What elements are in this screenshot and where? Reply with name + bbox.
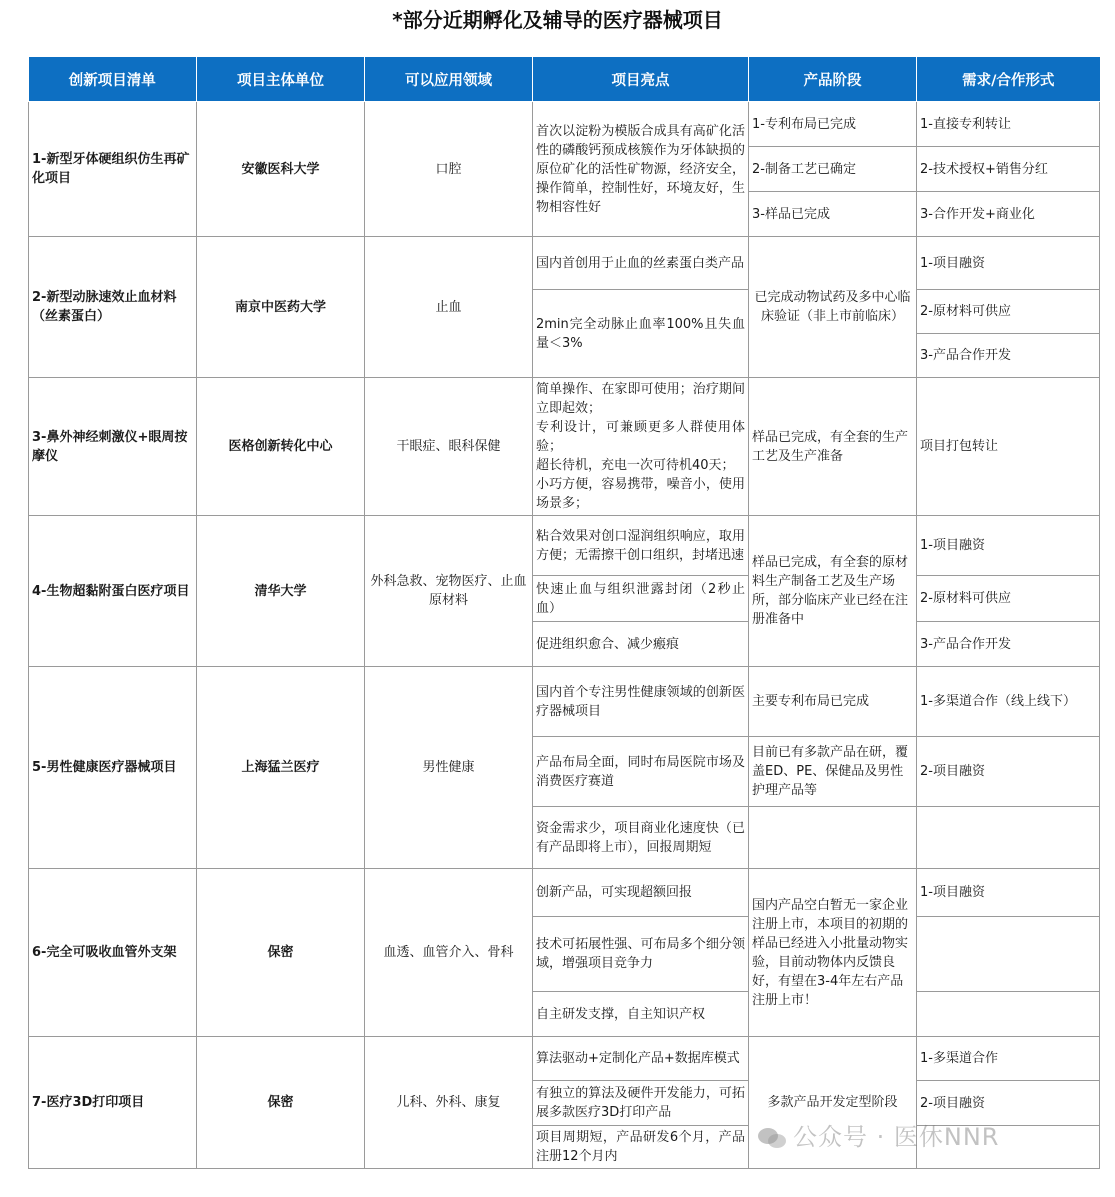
project-org: 保密 <box>197 869 365 1037</box>
project-name: 6-完全可吸收血管外支架 <box>29 869 197 1037</box>
project-org: 安徽医科大学 <box>197 102 365 237</box>
table-header-row <box>29 57 1100 102</box>
table-row <box>29 102 1100 147</box>
project-highlight: 项目周期短，产品研发6个月，产品注册12个月内 <box>533 1126 749 1169</box>
header-org: 项目主体单位 <box>197 57 365 102</box>
project-field: 口腔 <box>365 102 533 237</box>
project-name: 4-生物超黏附蛋白医疗项目 <box>29 516 197 667</box>
header-project-list: 创新项目清单 <box>29 57 197 102</box>
project-highlight: 快速止血与组织泄露封闭（2秒止血） <box>533 576 749 622</box>
project-need: 1-多渠道合作（线上线下） <box>917 667 1100 737</box>
header-highlights: 项目亮点 <box>533 57 749 102</box>
empty-cell <box>917 992 1100 1037</box>
project-highlight: 产品布局全面，同时布局医院市场及消费医疗赛道 <box>533 737 749 807</box>
project-name: 2-新型动脉速效止血材料（丝素蛋白） <box>29 237 197 378</box>
project-need: 1-多渠道合作 <box>917 1037 1100 1081</box>
project-need: 项目打包转让 <box>917 378 1100 516</box>
project-highlight: 促进组织愈合、减少瘢痕 <box>533 622 749 667</box>
project-highlight: 算法驱动+定制化产品+数据库模式 <box>533 1037 749 1081</box>
watermark <box>757 1117 999 1152</box>
project-need: 2-原材料可供应 <box>917 290 1100 334</box>
project-stage: 国内产品空白暂无一家企业注册上市，本项目的初期的样品已经进入小批量动物实验，目前动物体内反馈良好，有望在3-4年左右产品注册上市！ <box>749 869 917 1037</box>
project-field: 儿科、外科、康复 <box>365 1037 533 1169</box>
project-need: 1-项目融资 <box>917 237 1100 290</box>
project-name: 3-鼻外神经刺激仪+眼周按摩仪 <box>29 378 197 516</box>
project-field: 外科急救、宠物医疗、止血原材料 <box>365 516 533 667</box>
project-highlight: 自主研发支撑，自主知识产权 <box>533 992 749 1037</box>
table-row <box>29 869 1100 917</box>
project-highlight: 粘合效果对创口湿润组织响应，取用方便；无需擦干创口组织，封堵迅速 <box>533 516 749 576</box>
table-row <box>29 1037 1100 1081</box>
project-stage: 样品已完成，有全套的生产工艺及生产准备 <box>749 378 917 516</box>
project-field: 干眼症、眼科保健 <box>365 378 533 516</box>
project-need: 1-直接专利转让 <box>917 102 1100 147</box>
project-org: 南京中医药大学 <box>197 237 365 378</box>
project-org: 上海猛兰医疗 <box>197 667 365 869</box>
project-highlight: 简单操作、在家即可使用；治疗期间立即起效； <box>536 382 745 416</box>
page-title: *部分近期孵化及辅导的医疗器械项目 <box>392 8 723 32</box>
project-org: 保密 <box>197 1037 365 1169</box>
project-highlight: 技术可拓展性强、可布局多个细分领域，增强项目竞争力 <box>533 917 749 992</box>
project-stage: 样品已完成，有全套的原材料生产制备工艺及生产场所，部分临床产业已经在注册准备中 <box>749 516 917 667</box>
project-field: 止血 <box>365 237 533 378</box>
project-org: 医格创新转化中心 <box>197 378 365 516</box>
project-stage: 3-样品已完成 <box>749 192 917 237</box>
table-row <box>29 237 1100 290</box>
project-table <box>28 57 1100 1169</box>
project-highlight: 首次以淀粉为模版合成具有高矿化活性的磷酸钙预成核簇作为牙体缺损的原位矿化的活性矿物源，经济安全，操作简单，控制性好，环境友好，生物相容性好 <box>533 102 749 237</box>
project-need: 2-原材料可供应 <box>917 576 1100 622</box>
wechat-icon <box>757 1127 787 1149</box>
project-org: 清华大学 <box>197 516 365 667</box>
table-row <box>29 667 1100 737</box>
project-stage: 目前已有多款产品在研，覆盖ED、PE、保健品及男性护理产品等 <box>749 737 917 807</box>
project-highlight: 超长待机，充电一次可待机40天； <box>536 458 735 473</box>
project-need: 2-项目融资 <box>917 737 1100 807</box>
project-highlight: 国内首创用于止血的丝素蛋白类产品 <box>533 237 749 290</box>
project-name: 1-新型牙体硬组织仿生再矿化项目 <box>29 102 197 237</box>
header-needs: 需求/合作形式 <box>917 57 1100 102</box>
project-highlight: 专利设计，可兼顾更多人群使用体验； <box>536 420 745 454</box>
table-row <box>29 378 1100 516</box>
project-need: 2-项目融资 <box>917 1081 1100 1126</box>
table-row <box>29 516 1100 576</box>
project-stage: 已完成动物试药及多中心临床验证（非上市前临床） <box>749 237 917 378</box>
empty-cell <box>917 807 1100 869</box>
project-highlight: 2min完全动脉止血率100%且失血量＜3% <box>533 290 749 378</box>
header-stage: 产品阶段 <box>749 57 917 102</box>
project-field: 男性健康 <box>365 667 533 869</box>
project-name: 7-医疗3D打印项目 <box>29 1037 197 1169</box>
project-need: 1-项目融资 <box>917 516 1100 576</box>
project-highlights-list <box>533 378 749 516</box>
project-name: 5-男性健康医疗器械项目 <box>29 667 197 869</box>
project-need: 1-项目融资 <box>917 869 1100 917</box>
project-stage: 2-制备工艺已确定 <box>749 147 917 192</box>
header-field: 可以应用领域 <box>365 57 533 102</box>
project-stage: 多款产品开发定型阶段 <box>749 1037 917 1169</box>
project-highlight: 资金需求少，项目商业化速度快（已有产品即将上市），回报周期短 <box>533 807 749 869</box>
project-highlight: 创新产品，可实现超额回报 <box>533 869 749 917</box>
project-highlight: 小巧方便，容易携带，噪音小，使用场景多； <box>536 477 745 511</box>
empty-cell <box>749 807 917 869</box>
project-need: 3-产品合作开发 <box>917 334 1100 378</box>
project-highlight: 有独立的算法及硬件开发能力，可拓展多款医疗3D打印产品 <box>533 1081 749 1126</box>
project-need: 3-产品合作开发 <box>917 622 1100 667</box>
project-need: 2-技术授权+销售分红 <box>917 147 1100 192</box>
watermark-text: 公众号 · 医休NNR <box>793 1123 1000 1151</box>
project-stage: 1-专利布局已完成 <box>749 102 917 147</box>
project-highlight: 国内首个专注男性健康领域的创新医疗器械项目 <box>533 667 749 737</box>
project-stage: 主要专利布局已完成 <box>749 667 917 737</box>
project-field: 血透、血管介入、骨科 <box>365 869 533 1037</box>
empty-cell <box>917 917 1100 992</box>
project-need: 3-合作开发+商业化 <box>917 192 1100 237</box>
